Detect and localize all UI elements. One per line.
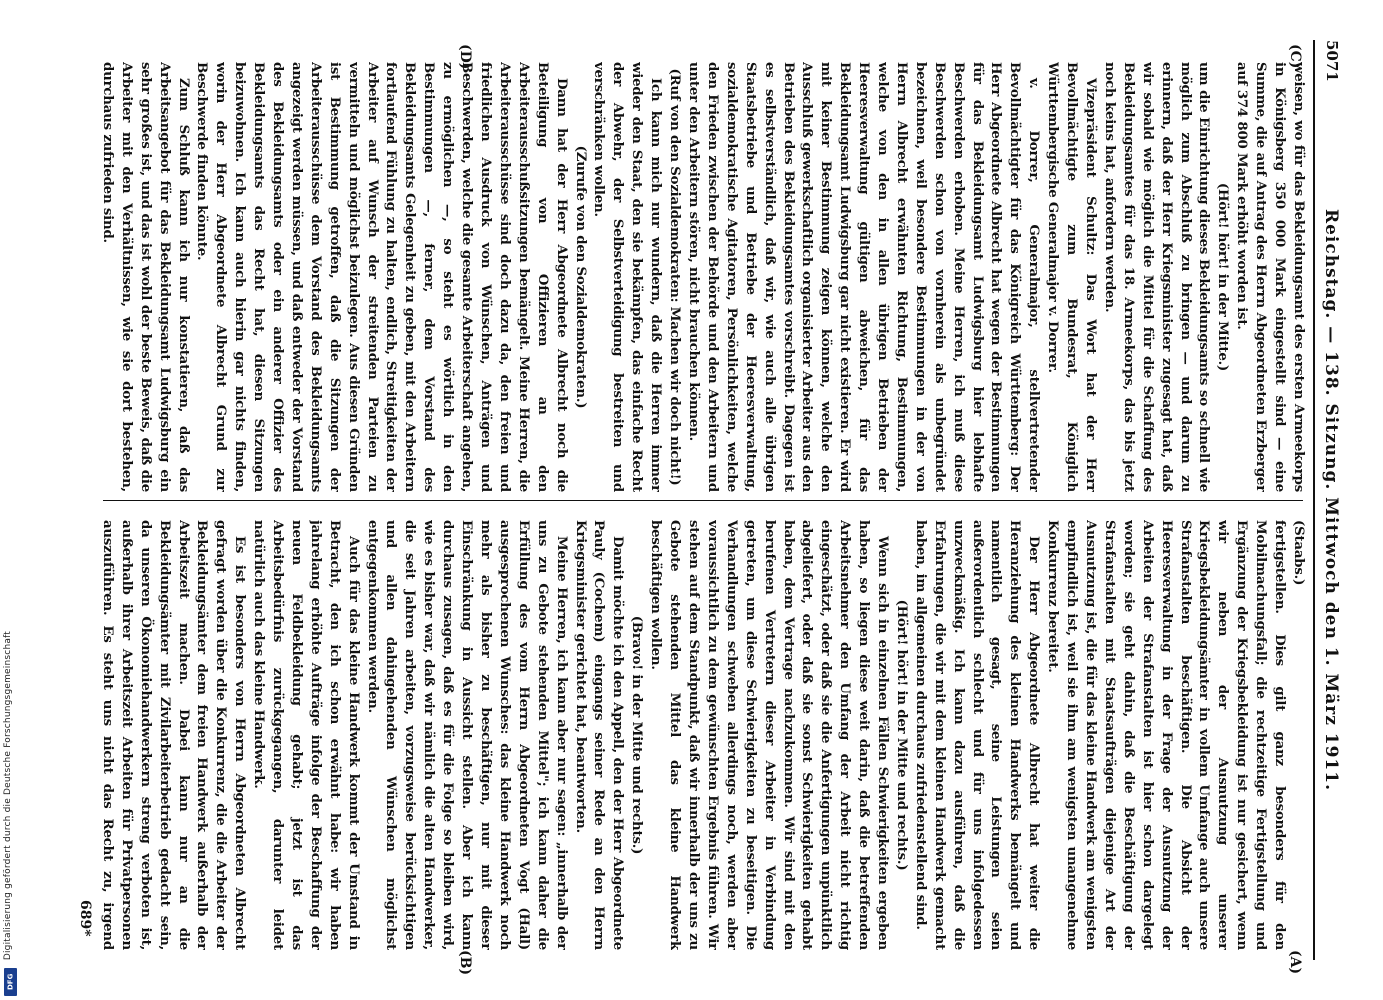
scanned-page bbox=[43, 0, 1383, 1000]
paragraph: weisen, wo für das Bekleidungsamt des ersten Armeekorps in Königsberg 350 000 Mark eingestellt sind — eine Summe, die auf Antrag des Herrn Abgeordneten Erzberger auf 374 800 Mark erhöht worden ist. bbox=[1234, 62, 1306, 492]
paragraph: Ich kann mich nur wundern, daß die Herren immer wieder den Staat, den sie bekämpfen, das einfache Recht der Abwehr, der Selbstverteidigung bestreiten und verschränken wollen. bbox=[591, 62, 664, 492]
column-divider bbox=[103, 500, 1303, 501]
paragraph: v. Dorrer, Generalmajor, stellvertretender Bevollmächtigter für das Königreich Württemberg: Der Herr Abgeordnete Albrecht hat wegen der Bestimmungen für das Bekleidungsamt Ludwigsburg hier lebhafte Beschwerden erhoben. Meine Herren, ich muß diese Beschwerden schon von vornherein als unbegründet bezeichnen, weil besondere Bestimmungen in der von Herrn Albrecht erwähnten Richtung, Bestimmungen, welche von den in allen übrigen Betrieben der Heeresverwaltung gültigen abweichen, für das Bekleidungsamt Ludwigsburg gar nicht existieren. Er wird mit keiner Bestimmung zeigen können, welche den Ausschluß gewerkschaftlich organisierter Arbeiter aus den Betrieben des Bekleidungsamtes vorschreibt. Dagegen ist es selbstverständlich, daß wir, wie auch alle übrigen Staatsbetriebe und Betriebe der Heeresverwaltung, sozialdemokratische Agitatoren, Persönlichkeiten, welche den Frieden zwischen der Behörde und den Arbeitern und unter den Arbeitern stören, nicht brauchen können. bbox=[686, 62, 1042, 492]
paragraph: Vizepräsident Schultz: Das Wort hat der Herr Bevollmächtigte zum Bundesrat, Königlich Württembergische Generalmajor v. Dorrer. bbox=[1045, 62, 1099, 492]
sheet-signature: 689* bbox=[77, 900, 93, 937]
margin-marker-d: (D) bbox=[457, 44, 473, 70]
paragraph: Damit möchte ich den Appell, den der Herr Abgeordnete Pauly (Cochem) eingangs seiner Rede an den Herrn Kriegsminister gerichtet hat, beantworten. bbox=[572, 520, 626, 950]
paragraph: Der Herr Abgeordnete Albrecht hat weiter die Heranziehung des kleinen Handwerks bemängelt und namentlich gesagt, seine Leistungen seien außerordentlich schlecht und für uns infolgedessen unzweckmäßig. Ich kann dazu ausführen, daß die Erfahrungen, die wir mit dem kleinen Handwerk gemacht haben, im allgemeinen durchaus zufriedenstellend sind. bbox=[912, 520, 1042, 950]
paragraph: (Hört! hört! in der Mitte.) bbox=[1215, 182, 1231, 372]
page-number: 5071 bbox=[1323, 40, 1341, 82]
paragraph: um die Einrichtung dieses Bekleidungsamts so schnell wie möglich zum Abschluß zu bringen — und darum zu erinnern, daß der Herr Kriegsminister zugesagt hat, daß wir sobald wie möglich die Mittel für die Schaffung des Bekleidungsamtes für das 18. Armeekorps, das bis jetzt noch keins hat, anfordern werden. bbox=[1101, 62, 1212, 492]
margin-marker-b: (B) bbox=[457, 950, 473, 976]
paragraph: (Bravo! in der Mitte und rechts.) bbox=[629, 615, 645, 855]
paragraph: Meine Herren, ich kann aber nur sagen: „innerhalb der uns zu Gebote stehenden Mittel"; ich kann daher die Erfüllung des vom Herrn Abgeordneten Vogt (Hall) ausgesprochenen Wunsches: das kleine Handwerk noch mehr als bisher zu beschäftigen, nur mit dieser Einschränkung in Aussicht stellen. Aber ich kann durchaus zusagen, daß es für die Folge so bleiben wird, wie es bisher war, daß wir nämlich die alten Handwerker, die seit Jahren arbeiten, vorzugsweise berücksichtigen und allen dahingehenden Wünschen möglichst entgegenkommen werden. bbox=[364, 520, 569, 950]
paragraph: Dann hat der Herr Abgeordnete Albrecht noch die Beteiligung von Offizieren an den Arbeiterausschußsitzungen bemängelt. Meine Herren, die Arbeiterausschüsse sind doch dazu da, den freien und friedlichen Ausdruck von Wünschen, Anträgen und Beschwerden, welche die gesamte Arbeiterschaft angehen, zu ermöglichen —, so steht es wörtlich in den Bestimmungen —, ferner, dem Vorstand des Bekleidungsamts Gelegenheit zu geben, mit den Arbeitern fortlaufend Fühlung zu halten, endlich, Streitigkeiten der Arbeiter auf Wunsch der streitenden Parteien zu vermitteln und möglichst beizulegen. Aus diesen Gründen ist Bestimmung getroffen, daß die Sitzungen der Arbeiterausschüsse dem Vorstand des Bekleidungsamts angezeigt werden müssen, und daß entweder der Vorstand des Bekleidungsamts oder ein anderer Offizier des Bekleidungsamts das Recht hat, diesen Sitzungen beizuwohnen. Ich kann auch hierin gar nichts finden, worin der Herr Abgeordnete Albrecht Grund zur Beschwerde finden könnte. bbox=[194, 62, 569, 492]
margin-marker-c: (C) bbox=[1287, 44, 1303, 69]
dfg-logo: DFG bbox=[4, 968, 17, 996]
header-rule bbox=[1313, 40, 1315, 960]
paragraph: (Zurufe von den Sozialdemokraten.) bbox=[572, 145, 588, 409]
margin-marker-a: (A) bbox=[1287, 950, 1303, 975]
page-title: Reichstag. — 138. Sitzung. Mittwoch den 1. März 1911. bbox=[1321, 208, 1341, 792]
page-header bbox=[1317, 40, 1343, 960]
paragraph: fertigstellen. Dies gilt ganz besonders für den Mobilmachungsfall; die rechtzeitige Fertigstellung und Ergänzung der Kriegsbekleidung ist nur gesichert, wenn wir neben der Ausnutzung unserer Kriegsbekleidungsämter in vollem Umfange auch unsere Strafanstalten beschäftigen. Die Absicht der Heeresverwaltung in der Frage der Ausnutzung der Arbeiten der Strafanstalten ist hier schon dargelegt worden; sie geht dahin, daß die Beschäftigung der Strafanstalten mit Staatsaufträgen diejenige Art der Ausnutzung ist, die für das kleine Handwerk am wenigsten empfindlich ist, weil sie ihm am wenigsten unangenehme Konkurrenz bereitet. bbox=[1045, 520, 1288, 950]
digitization-credit bbox=[2, 0, 18, 1000]
paragraph: Wenn sich in einzelnen Fällen Schwierigkeiten ergeben haben, so liegen diese weit darin, daß die betreffenden Arbeitsnehmer den Umfang der Arbeit nicht richtig eingeschätzt, oder daß sie die Anfertigungen unpünktlich abgeliefert, oder daß sie sonst Schwierigkeiten gehabt haben, dem Vertrage nachzukommen. Wir sind mit den berufenen Vertretern dieser Arbeiter in Verbindung getreten, um diese Schwierigkeiten zu beseitigen. Die Verhandlungen schweben allerdings noch, werden aber voraussichtlich zu dem gewünschten Ergebnis führen. Wir stehen auf dem Standpunkt, daß wir innerhalb der uns zu Gebote stehenden Mittel das kleine Handwerk beschäftigen wollen. bbox=[648, 520, 891, 950]
paragraph: (Ruf von den Sozialdemokraten: Machen wir doch nicht!) bbox=[667, 68, 683, 486]
left-column bbox=[97, 62, 1307, 492]
paragraph: (Staabs.) bbox=[1291, 520, 1306, 586]
credit-text: Digitalisierung gefördert durch die Deutsche Forschungsgemeinschaft bbox=[3, 630, 13, 960]
paragraph: Es ist besonders von Herrn Abgeordneten Albrecht gefragt worden über die Konkurrenz, die die Arbeiter der Bekleidungsämter dem freien Handwerk außerhalb der Arbeitszeit machen. Dabei kann nur an die Bekleidungsämter mit Zivilarbeiterbetrieb gedacht sein, da unseren Ökonomiehandwerkern streng verboten ist, außerhalb ihrer Arbeitszeit Arbeiten für Privatpersonen auszuführen. Es steht uns nicht das Recht zu, irgend bbox=[99, 520, 248, 950]
right-column bbox=[97, 520, 1307, 950]
paragraph: Auch für das kleine Handwerk kommt der Umstand in Betracht, den ich schon erwähnt habe: wir haben jahrelang erhöhte Aufträge infolge der Beschaffung der neuen Feldbekleidung gehabt; jetzt ist das Arbeitsbedürfnis zurückgegangen, darunter leidet natürlich auch das kleine Handwerk. bbox=[251, 520, 361, 950]
paragraph: (Hört! hört! in der Mitte und rechts.) bbox=[893, 599, 909, 871]
paragraph: Zum Schluß kann ich nur konstatieren, daß das Arbeitsangebot für das Bekleidungsamt Ludwigsburg ein sehr großes ist, und das ist wohl der beste Beweis, daß die Arbeiter mit den Verhältnissen, wie sie dort bestehen, durchaus zufrieden sind. bbox=[99, 62, 191, 492]
